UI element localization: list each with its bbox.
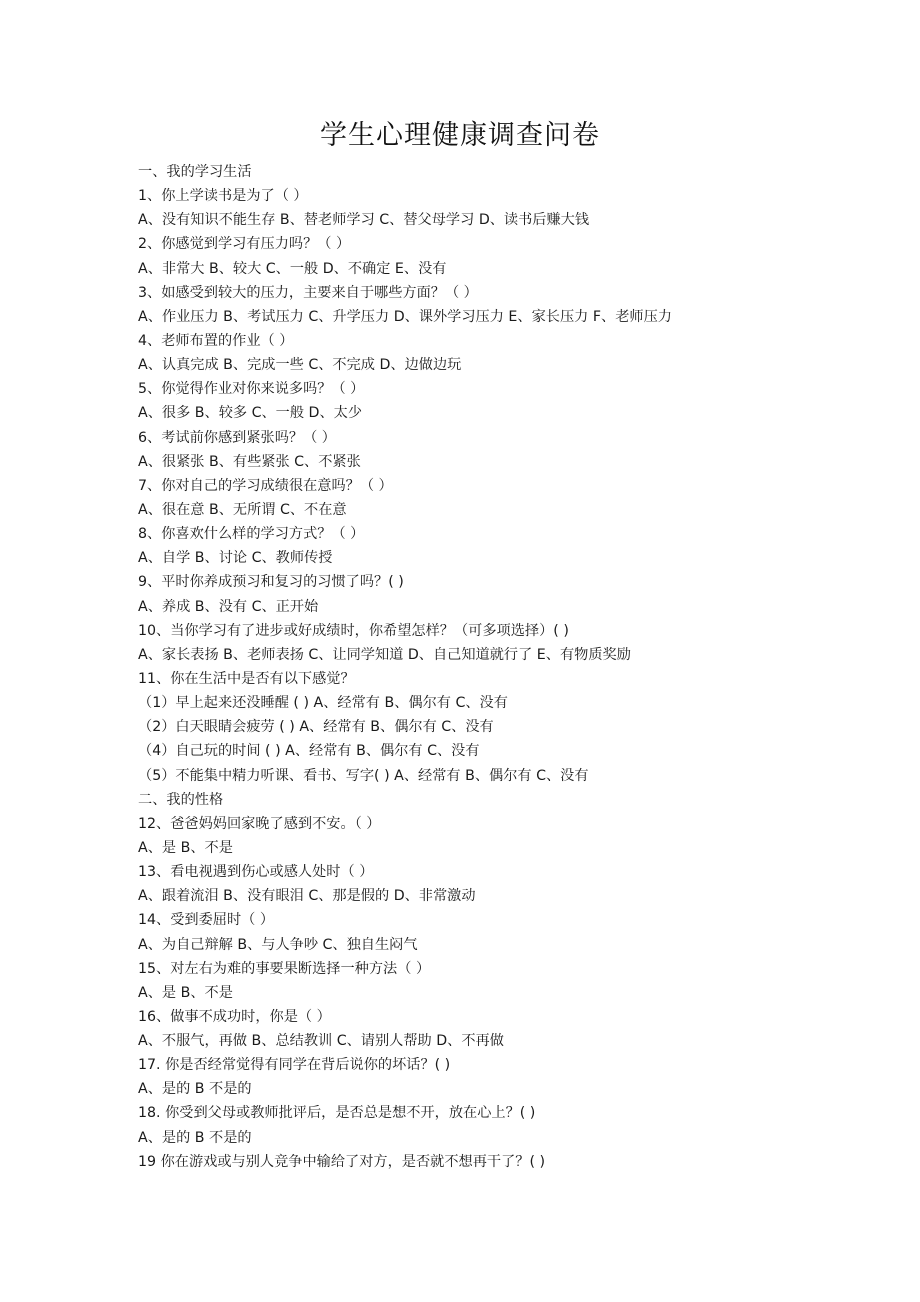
text-line: A、作业压力 B、考试压力 C、升学压力 D、课外学习压力 E、家长压力 F、老师压力 <box>138 308 672 325</box>
text-line: A、不服气，再做 B、总结教训 C、请别人帮助 D、不再做 <box>138 1033 504 1050</box>
text-line: （1）早上起来还没睡醒 ( ) A、经常有 B、偶尔有 C、没有 <box>138 695 508 712</box>
text-line: 9、平时你养成预习和复习的习惯了吗？( ) <box>138 574 404 591</box>
text-line: A、自学 B、讨论 C、教师传授 <box>138 550 333 567</box>
text-line: 2、你感觉到学习有压力吗？（ ） <box>138 236 351 253</box>
text-line: 8、你喜欢什么样的学习方式？（ ） <box>138 526 365 543</box>
text-line: （4）自己玩的时间 ( ) A、经常有 B、偶尔有 C、没有 <box>138 743 480 760</box>
text-line: 14、受到委屈时（ ） <box>138 912 275 929</box>
text-line: 19 你在游戏或与别人竞争中输给了对方，是否就不想再干了？( ) <box>138 1153 546 1170</box>
text-line: 7、你对自己的学习成绩很在意吗？（ ） <box>138 477 393 494</box>
text-line: A、家长表扬 B、老师表扬 C、让同学知道 D、自己知道就行了 E、有物质奖励 <box>138 646 631 663</box>
text-line: A、是的 B 不是的 <box>138 1129 252 1146</box>
text-line: A、是 B、不是 <box>138 984 233 1001</box>
text-line: 1、你上学读书是为了（ ） <box>138 188 308 205</box>
text-line: 10、当你学习有了进步或好成绩时，你希望怎样？（可多项选择）( ) <box>138 622 569 639</box>
text-line: A、养成 B、没有 C、正开始 <box>138 598 319 615</box>
text-line: A、很在意 B、无所谓 C、不在意 <box>138 501 347 518</box>
text-line: 18. 你受到父母或教师批评后，是否总是想不开，放在心上？( ) <box>138 1105 536 1122</box>
questionnaire-body <box>138 160 778 1174</box>
text-line: A、是 B、不是 <box>138 839 233 856</box>
text-line: 3、如感受到较大的压力，主要来自于哪些方面？（ ） <box>138 284 478 301</box>
document-title: 学生心理健康调查问卷 <box>320 120 600 151</box>
text-line: 11、你在生活中是否有以下感觉？ <box>138 670 355 687</box>
text-line: （5）不能集中精力听课、看书、写字( ) A、经常有 B、偶尔有 C、没有 <box>138 767 589 784</box>
text-line: 二、我的性格 <box>138 791 224 808</box>
text-line: A、很紧张 B、有些紧张 C、不紧张 <box>138 453 361 470</box>
text-line: 6、考试前你感到紧张吗？（ ） <box>138 429 336 446</box>
text-line: A、为自己辩解 B、与人争吵 C、独自生闷气 <box>138 936 418 953</box>
text-line: 16、做事不成功时，你是（ ） <box>138 1008 331 1025</box>
text-line: 15、对左右为难的事要果断选择一种方法（ ） <box>138 960 431 977</box>
text-line: 17. 你是否经常觉得有同学在背后说你的坏话？( ) <box>138 1057 451 1074</box>
text-line: 4、老师布置的作业（ ） <box>138 332 294 349</box>
text-line: 一、我的学习生活 <box>138 164 252 180</box>
text-line: 12、爸爸妈妈回家晚了感到不安。（ ） <box>138 815 381 832</box>
text-line: A、跟着流泪 B、没有眼泪 C、那是假的 D、非常激动 <box>138 888 476 905</box>
text-line: A、是的 B 不是的 <box>138 1081 252 1098</box>
text-line: （2）白天眼睛会疲劳 ( ) A、经常有 B、偶尔有 C、没有 <box>138 719 494 736</box>
text-line: A、非常大 B、较大 C、一般 D、不确定 E、没有 <box>138 260 447 277</box>
text-line: 13、看电视遇到伤心或感人处时（ ） <box>138 864 374 881</box>
text-line: A、认真完成 B、完成一些 C、不完成 D、边做边玩 <box>138 357 462 374</box>
text-line: A、没有知识不能生存 B、替老师学习 C、替父母学习 D、读书后赚大钱 <box>138 212 590 229</box>
text-line: A、很多 B、较多 C、一般 D、太少 <box>138 405 363 422</box>
text-line: 5、你觉得作业对你来说多吗？（ ） <box>138 381 365 398</box>
